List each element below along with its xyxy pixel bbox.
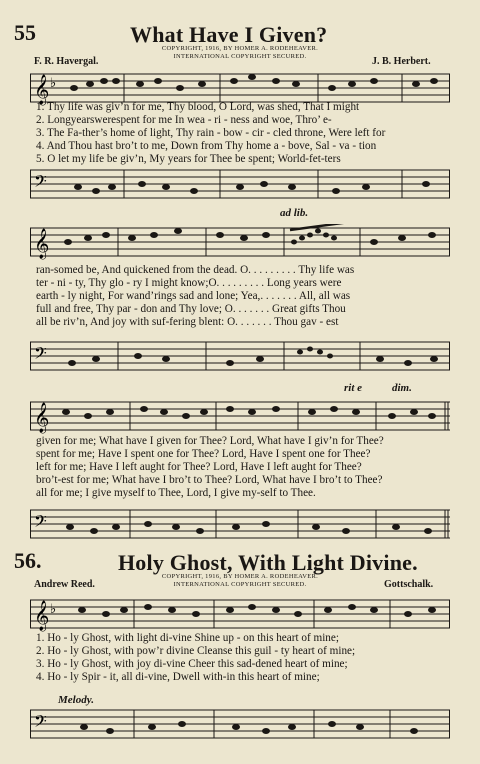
lyric-line: 2. Longyearswerespent for me In wea - ri - ness and woe, Thro’ e-: [36, 114, 332, 126]
copyright-line: COPYRIGHT, 1916, BY HOMER A. RODEHEAVER.: [161, 45, 319, 52]
bass-staff: [30, 338, 450, 374]
composer-credit: J. B. Herbert.: [372, 56, 431, 67]
lyric-line: all for me; I give myself to Thee, Lord, I give my-self to Thee.: [36, 487, 316, 499]
lyric-line: 3. Ho - ly Ghost, with joy di-vine Cheer this sad-dened heart of mine;: [36, 658, 348, 670]
lyric-line: bro’t-est for me; What have I bro’t to Thee? Lord, What have I bro’t to Thee?: [36, 474, 383, 486]
svg-text:𝄢: 𝄢: [34, 171, 47, 195]
diminuendo-marking: dim.: [392, 382, 412, 394]
lyric-line: 5. O let my life be giv’n, My years for Thee be spent; World-fet-ters: [36, 153, 341, 165]
lyric-line: given for me; What have I given for Thee? Lord, What have I giv’n for Thee?: [36, 435, 384, 447]
lyric-line: 2. Ho - ly Ghost, with pow’r divine Cleanse this guil - ty heart of mine;: [36, 645, 356, 657]
lyric-line: left for me; Have I left aught for Thee? Lord, Have I left aught for Thee?: [36, 461, 362, 473]
bass-staff: [30, 506, 450, 542]
svg-text:𝄢: 𝄢: [34, 711, 47, 735]
hymn-title: What Have I Given?: [130, 22, 328, 47]
svg-text:𝄞: 𝄞: [34, 403, 50, 433]
treble-staff: [30, 596, 450, 632]
copyright-line: INTERNATIONAL COPYRIGHT SECURED.: [173, 53, 307, 60]
svg-text:𝄢: 𝄢: [34, 511, 47, 535]
svg-text:♭: ♭: [50, 76, 57, 91]
lyric-line: 1. Thy life was giv’n for me, Thy blood, O Lord, was shed, That I might: [36, 101, 360, 113]
ad-lib-marking: ad lib.: [280, 207, 309, 219]
treble-staff: [30, 224, 450, 260]
lyric-line: ran-somed be, And quickened from the dead. O. . . . . . . . . Thy life was: [36, 264, 355, 276]
svg-text:♭: ♭: [50, 602, 57, 617]
bass-staff: [30, 706, 450, 742]
svg-text:𝄢: 𝄢: [34, 343, 47, 367]
ritardando-marking: rit e: [344, 382, 363, 394]
treble-staff: [30, 398, 450, 434]
svg-text:𝄞: 𝄞: [34, 75, 50, 105]
lyric-line: spent for me; Have I spent one for Thee? Lord, Have I spent one for Thee?: [36, 448, 371, 460]
lyricist-credit: F. R. Havergal.: [34, 56, 99, 67]
bass-staff: [30, 166, 450, 202]
lyric-line: 4. Ho - ly Spir - it, all di-vine, Dwell with-in this heart of mine;: [36, 671, 320, 683]
svg-text:𝄞: 𝄞: [34, 601, 50, 631]
lyric-line: full and free, Thy par - don and Thy love; O. . . . . . . Great gifts Thou: [36, 303, 346, 315]
copyright-notice: [150, 45, 330, 61]
hymn-number: 56.: [14, 548, 42, 573]
lyric-line: all be riv’n, And joy with suf-fering blent: O. . . . . . . Thou gav - est: [36, 316, 339, 328]
copyright-line: COPYRIGHT, 1916, BY HOMER A. RODEHEAVER.: [161, 573, 319, 580]
lyric-line: 1. Ho - ly Ghost, with light di-vine Shine up - on this heart of mine;: [36, 632, 339, 644]
lyric-line: ter - ni - ty, Thy glo - ry I might know;O. . . . . . . . . Long years were: [36, 277, 342, 289]
svg-text:𝄞: 𝄞: [34, 229, 50, 259]
lyricist-credit: Andrew Reed.: [34, 579, 95, 590]
composer-credit: Gottschalk.: [384, 579, 434, 590]
hymn-title: Holy Ghost, With Light Divine.: [118, 550, 418, 575]
copyright-notice: [150, 573, 330, 589]
lyric-line: 3. The Fa-ther’s home of light, Thy rain - bow - cir - cled throne, Were left for: [36, 127, 386, 139]
hymn-number: 55: [14, 20, 36, 45]
copyright-line: INTERNATIONAL COPYRIGHT SECURED.: [173, 581, 307, 588]
lyric-line: earth - ly night, For wand’rings sad and lone; Yea,. . . . . . . All, all was: [36, 290, 351, 302]
lyric-line: 4. And Thou hast bro’t to me, Down from Thy home a - bove, Sal - va - tion: [36, 140, 377, 152]
melody-label: Melody.: [58, 694, 94, 706]
